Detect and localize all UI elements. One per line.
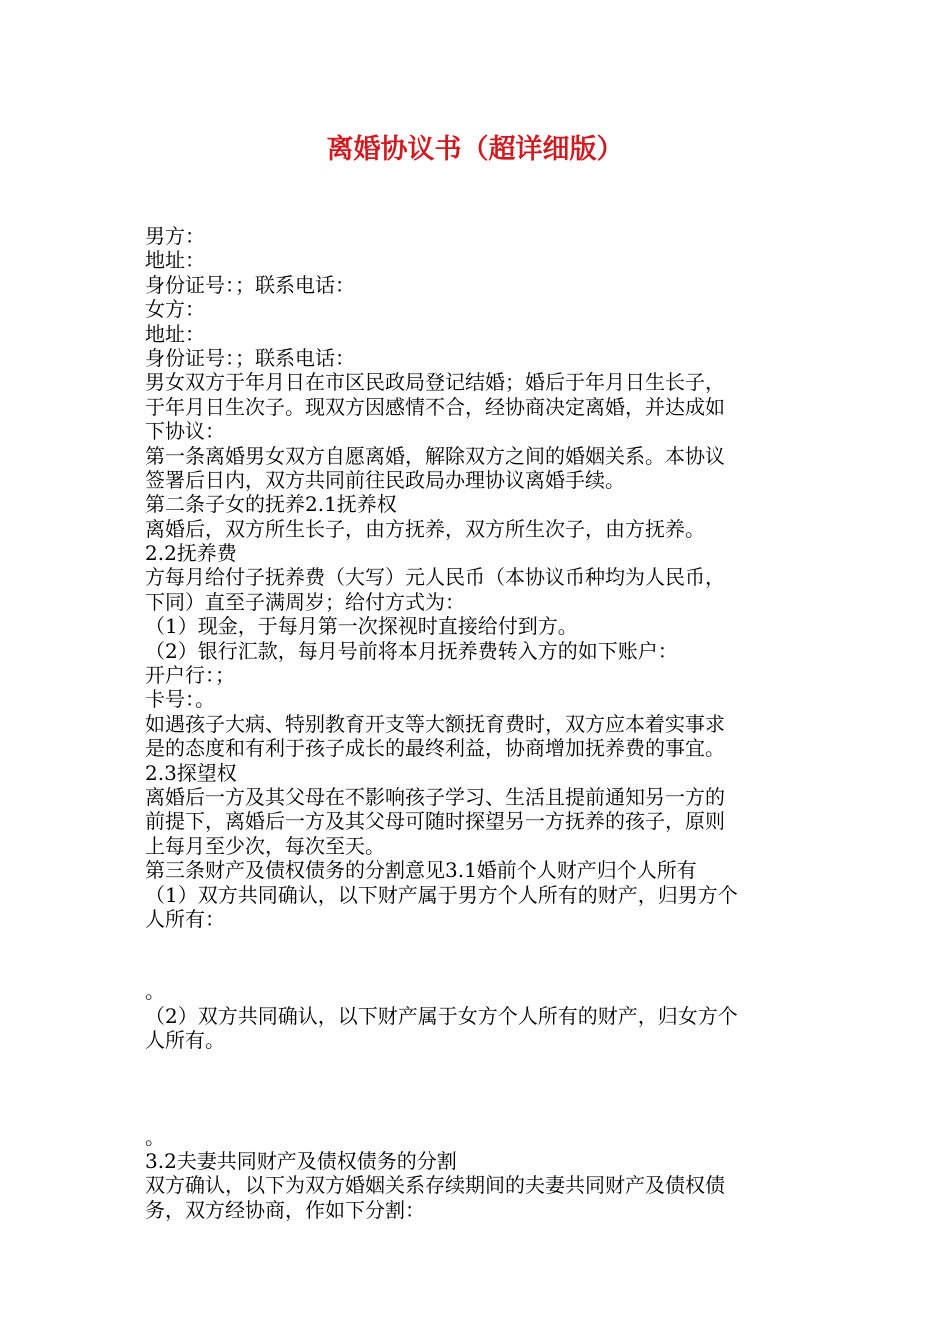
text-line: 男方： [145,224,205,248]
text-line: 开户行：； [145,663,235,688]
text-line: 是的态度和有利于孩子成长的最终利益，协商增加抚养费的事宜。 [145,736,725,761]
text-line: （1）现金，于每月第一次探视时直接给付到方。 [145,614,578,639]
text-line: 第一条离婚男女双方自愿离婚，解除双方之间的婚姻关系。本协议 [145,443,725,468]
text-line: 方每月给付子抚养费（大写）元人民币（本协议币种均为人民币， [145,565,725,590]
text-line: 离婚后一方及其父母在不影响孩子学习、生活且提前通知另一方的 [145,784,725,809]
text-line: 2.2抚养费 [145,541,237,566]
text-line: 地址： [145,248,205,273]
text-line: 双方确认，以下为双方婚姻关系存续期间的夫妻共同财产及债权债 [145,1173,725,1198]
text-line: 上每月至少次，每次至天。 [145,833,385,858]
text-line: （1）双方共同确认，以下财产属于男方个人所有的财产，归男方个 [145,882,738,907]
text-line: 如遇孩子大病、特别教育开支等大额抚育费时，双方应本着实事求 [145,711,725,736]
text-line: 。 [145,1124,165,1149]
blank-gap [145,931,810,979]
text-line: 务，双方经协商，作如下分割： [145,1197,425,1222]
text-line: 于年月日生次子。现双方因感情不合，经协商决定离婚，并达成如 [145,394,725,419]
text-line: （2）银行汇款，每月号前将本月抚养费转入方的如下账户： [145,638,678,663]
document-title: 离婚协议书（超详细版） [326,134,624,165]
text-line: 下同）直至子满周岁；给付方式为： [145,589,465,614]
text-line: 下协议： [145,419,225,444]
text-line: 前提下，离婚后一方及其父母可随时探望另一方抚养的孩子，原则 [145,809,725,834]
text-line: 签署后日内，双方共同前往民政局办理协议离婚手续。 [145,467,625,492]
blank-gap [145,1053,810,1125]
agreement-body [145,224,810,1222]
text-line: 。 [145,979,165,1004]
text-line: 卡号：。 [145,687,215,712]
text-line: 身份证号：；联系电话： [145,345,355,370]
text-line: 第二条子女的抚养2.1抚养权 [145,492,397,517]
text-line: 地址： [145,321,205,346]
text-line: 第三条财产及债权债务的分割意见3.1婚前个人财产归个人所有 [145,858,697,883]
text-line: 3.2夫妻共同财产及债权债务的分割 [145,1148,457,1173]
text-line: 人所有。 [145,1028,225,1053]
text-line: 女方： [145,297,205,322]
text-line: 男女双方于年月日在市区民政局登记结婚；婚后于年月日生长子， [145,370,725,395]
text-line: （2）双方共同确认，以下财产属于女方个人所有的财产，归女方个 [145,1003,738,1028]
text-line: 离婚后，双方所生长子，由方抚养，双方所生次子，由方抚养。 [145,516,705,541]
text-line: 身份证号：；联系电话： [145,272,355,297]
text-line: 2.3探望权 [145,760,237,785]
text-line: 人所有： [145,906,225,931]
